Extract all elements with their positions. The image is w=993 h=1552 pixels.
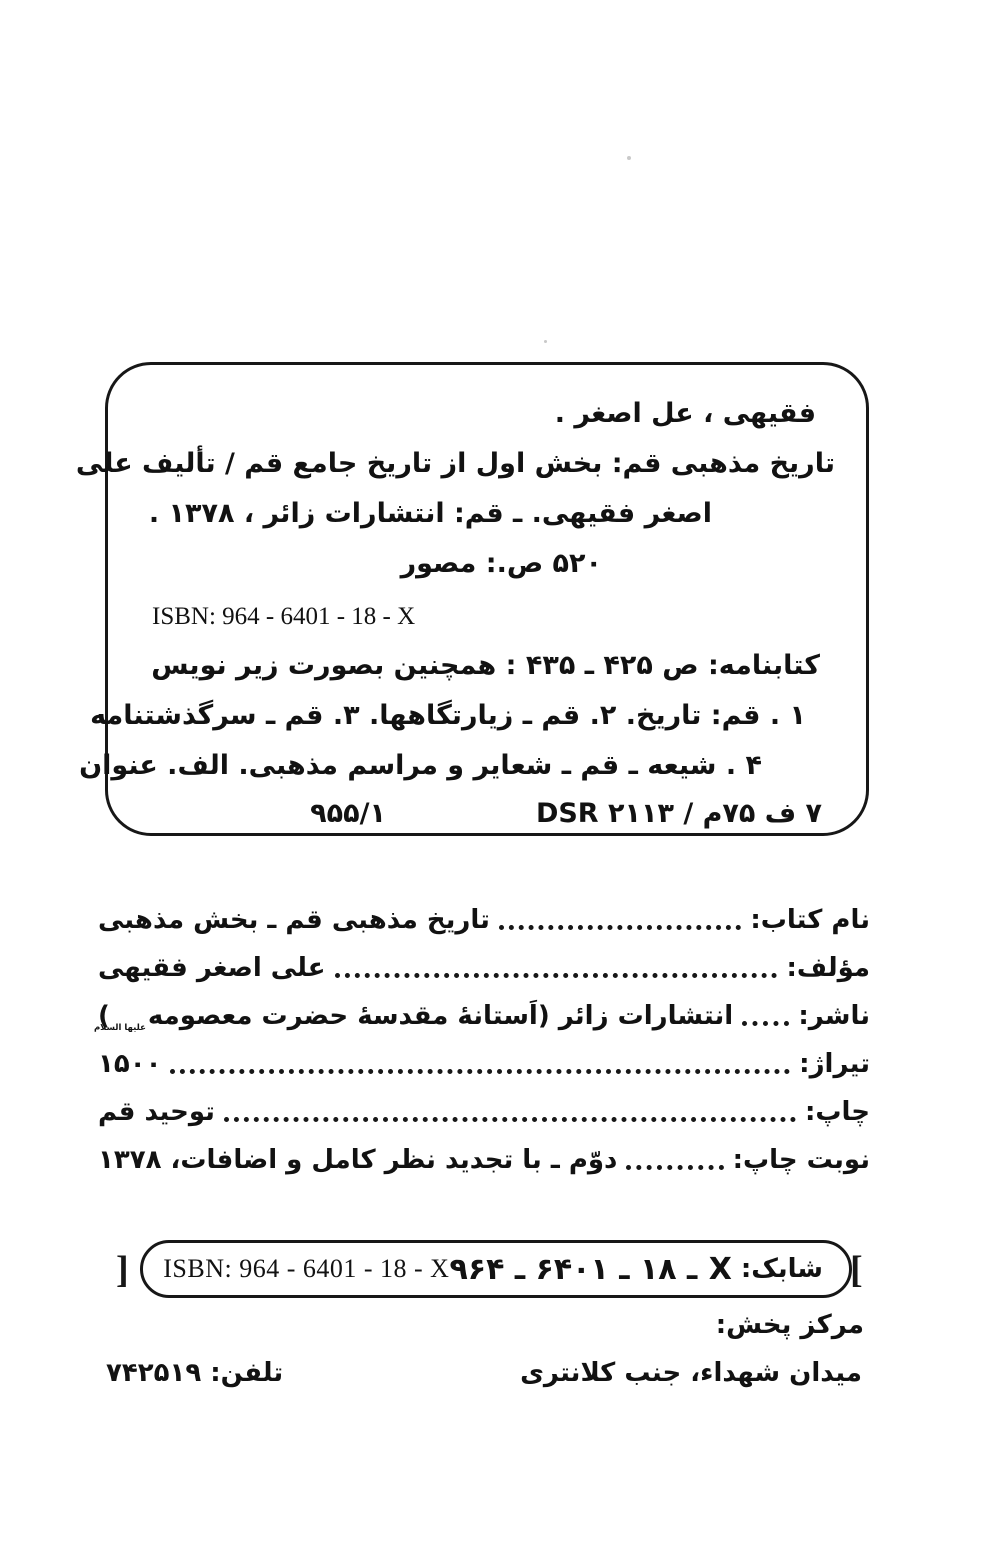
cip-subjects-line-1: ۱ . قم: تاریخ. ۲. قم ـ زیارتگاهها. ۳. قم ـ سرگذشتنامه	[90, 700, 806, 731]
dot-leader	[499, 925, 741, 930]
cip-subjects-line-2: ۴ . شیعه ـ قم ـ شعایر و مراسم مذهبی. الف. عنوان	[79, 750, 762, 781]
field-row-printer	[98, 1088, 870, 1136]
distribution-heading: مرکز پخش:	[715, 1310, 864, 1340]
cip-author-line: فقیهی ، عل اصغر .	[554, 398, 816, 429]
field-row-publisher	[93, 992, 870, 1040]
field-row-book-title	[98, 896, 870, 944]
cip-isbn-line: ISBN: 964 - 6401 - 18 - X	[152, 603, 416, 630]
publisher-text: انتشارات زائر (اَستانۀ مقدسۀ حضرت معصومه	[147, 1000, 734, 1031]
isbn-bar	[140, 1240, 852, 1298]
cip-pagination-line: ۵۲۰ ص.: مصور	[400, 548, 602, 579]
field-value: علی اصغر فقیهی	[98, 953, 326, 983]
field-value: توحید قم	[98, 1097, 215, 1127]
field-row-author	[98, 944, 870, 992]
cip-bibliography-line: کتابنامه: ص ۴۲۵ ـ ۴۳۵ : همچنین بصورت زیر نویس	[151, 650, 820, 681]
isbn-latin: ISBN: 964 - 6401 - 18 - X	[163, 1254, 450, 1283]
cip-box	[75, 362, 869, 836]
field-label: نام کتاب:	[750, 905, 870, 935]
scan-speck	[627, 156, 631, 160]
field-label: نوبت چاپ:	[732, 1145, 870, 1175]
dot-leader	[742, 1021, 789, 1026]
distribution-row	[100, 1358, 868, 1388]
crop-mark-left: [	[116, 1249, 129, 1291]
shabak-group	[449, 1252, 823, 1287]
publisher-close-paren: )	[98, 1000, 110, 1031]
field-label: ناشر:	[798, 1001, 870, 1031]
shabak-label: شابک:	[740, 1254, 823, 1284]
field-value: ۱۵۰۰	[98, 1049, 162, 1079]
field-value: دوّم ـ با تجدید نظر کامل و اضافات، ۱۳۷۸	[98, 1145, 618, 1175]
address-line: میدان شهداء، جنب کلانتری	[520, 1358, 862, 1388]
shabak-number: X ـ ۱۸ ـ ۶۴۰۱ ـ ۹۶۴	[449, 1251, 733, 1287]
field-value	[93, 1000, 734, 1033]
field-label: چاپ:	[804, 1097, 870, 1127]
scan-speck	[544, 340, 547, 343]
dot-leader	[170, 1069, 790, 1074]
field-row-print-run	[98, 1040, 870, 1088]
dot-leader	[335, 973, 778, 978]
field-label: مؤلف:	[786, 953, 870, 983]
dewey-call-number: ۹۵۵/۱	[310, 798, 386, 829]
dot-leader	[224, 1117, 796, 1122]
call-number-line	[134, 791, 840, 837]
honorific-seal-icon: علیها السلام	[93, 1022, 146, 1033]
field-value: تاریخ مذهبی قم ـ بخش مذهبی	[98, 905, 490, 935]
fields-list	[93, 896, 870, 1184]
dot-leader	[626, 1165, 723, 1170]
crop-mark-right: ]	[850, 1249, 863, 1291]
field-row-edition	[98, 1136, 870, 1184]
lc-call-number: ۷ ف ۷۵م / DSR ۲۱۱۳	[535, 798, 822, 829]
field-label: تیراژ:	[799, 1049, 870, 1079]
phone-number: تلفن: ۷۴۲۵۱۹	[106, 1358, 284, 1388]
cip-title-line-1: تاریخ مذهبی قم: بخش اول از تاریخ جامع قم / تألیف علی	[75, 448, 835, 479]
cip-title-line-2: اصغر فقیهی. ـ قم: انتشارات زائر ، ۱۳۷۸ .	[148, 498, 712, 529]
